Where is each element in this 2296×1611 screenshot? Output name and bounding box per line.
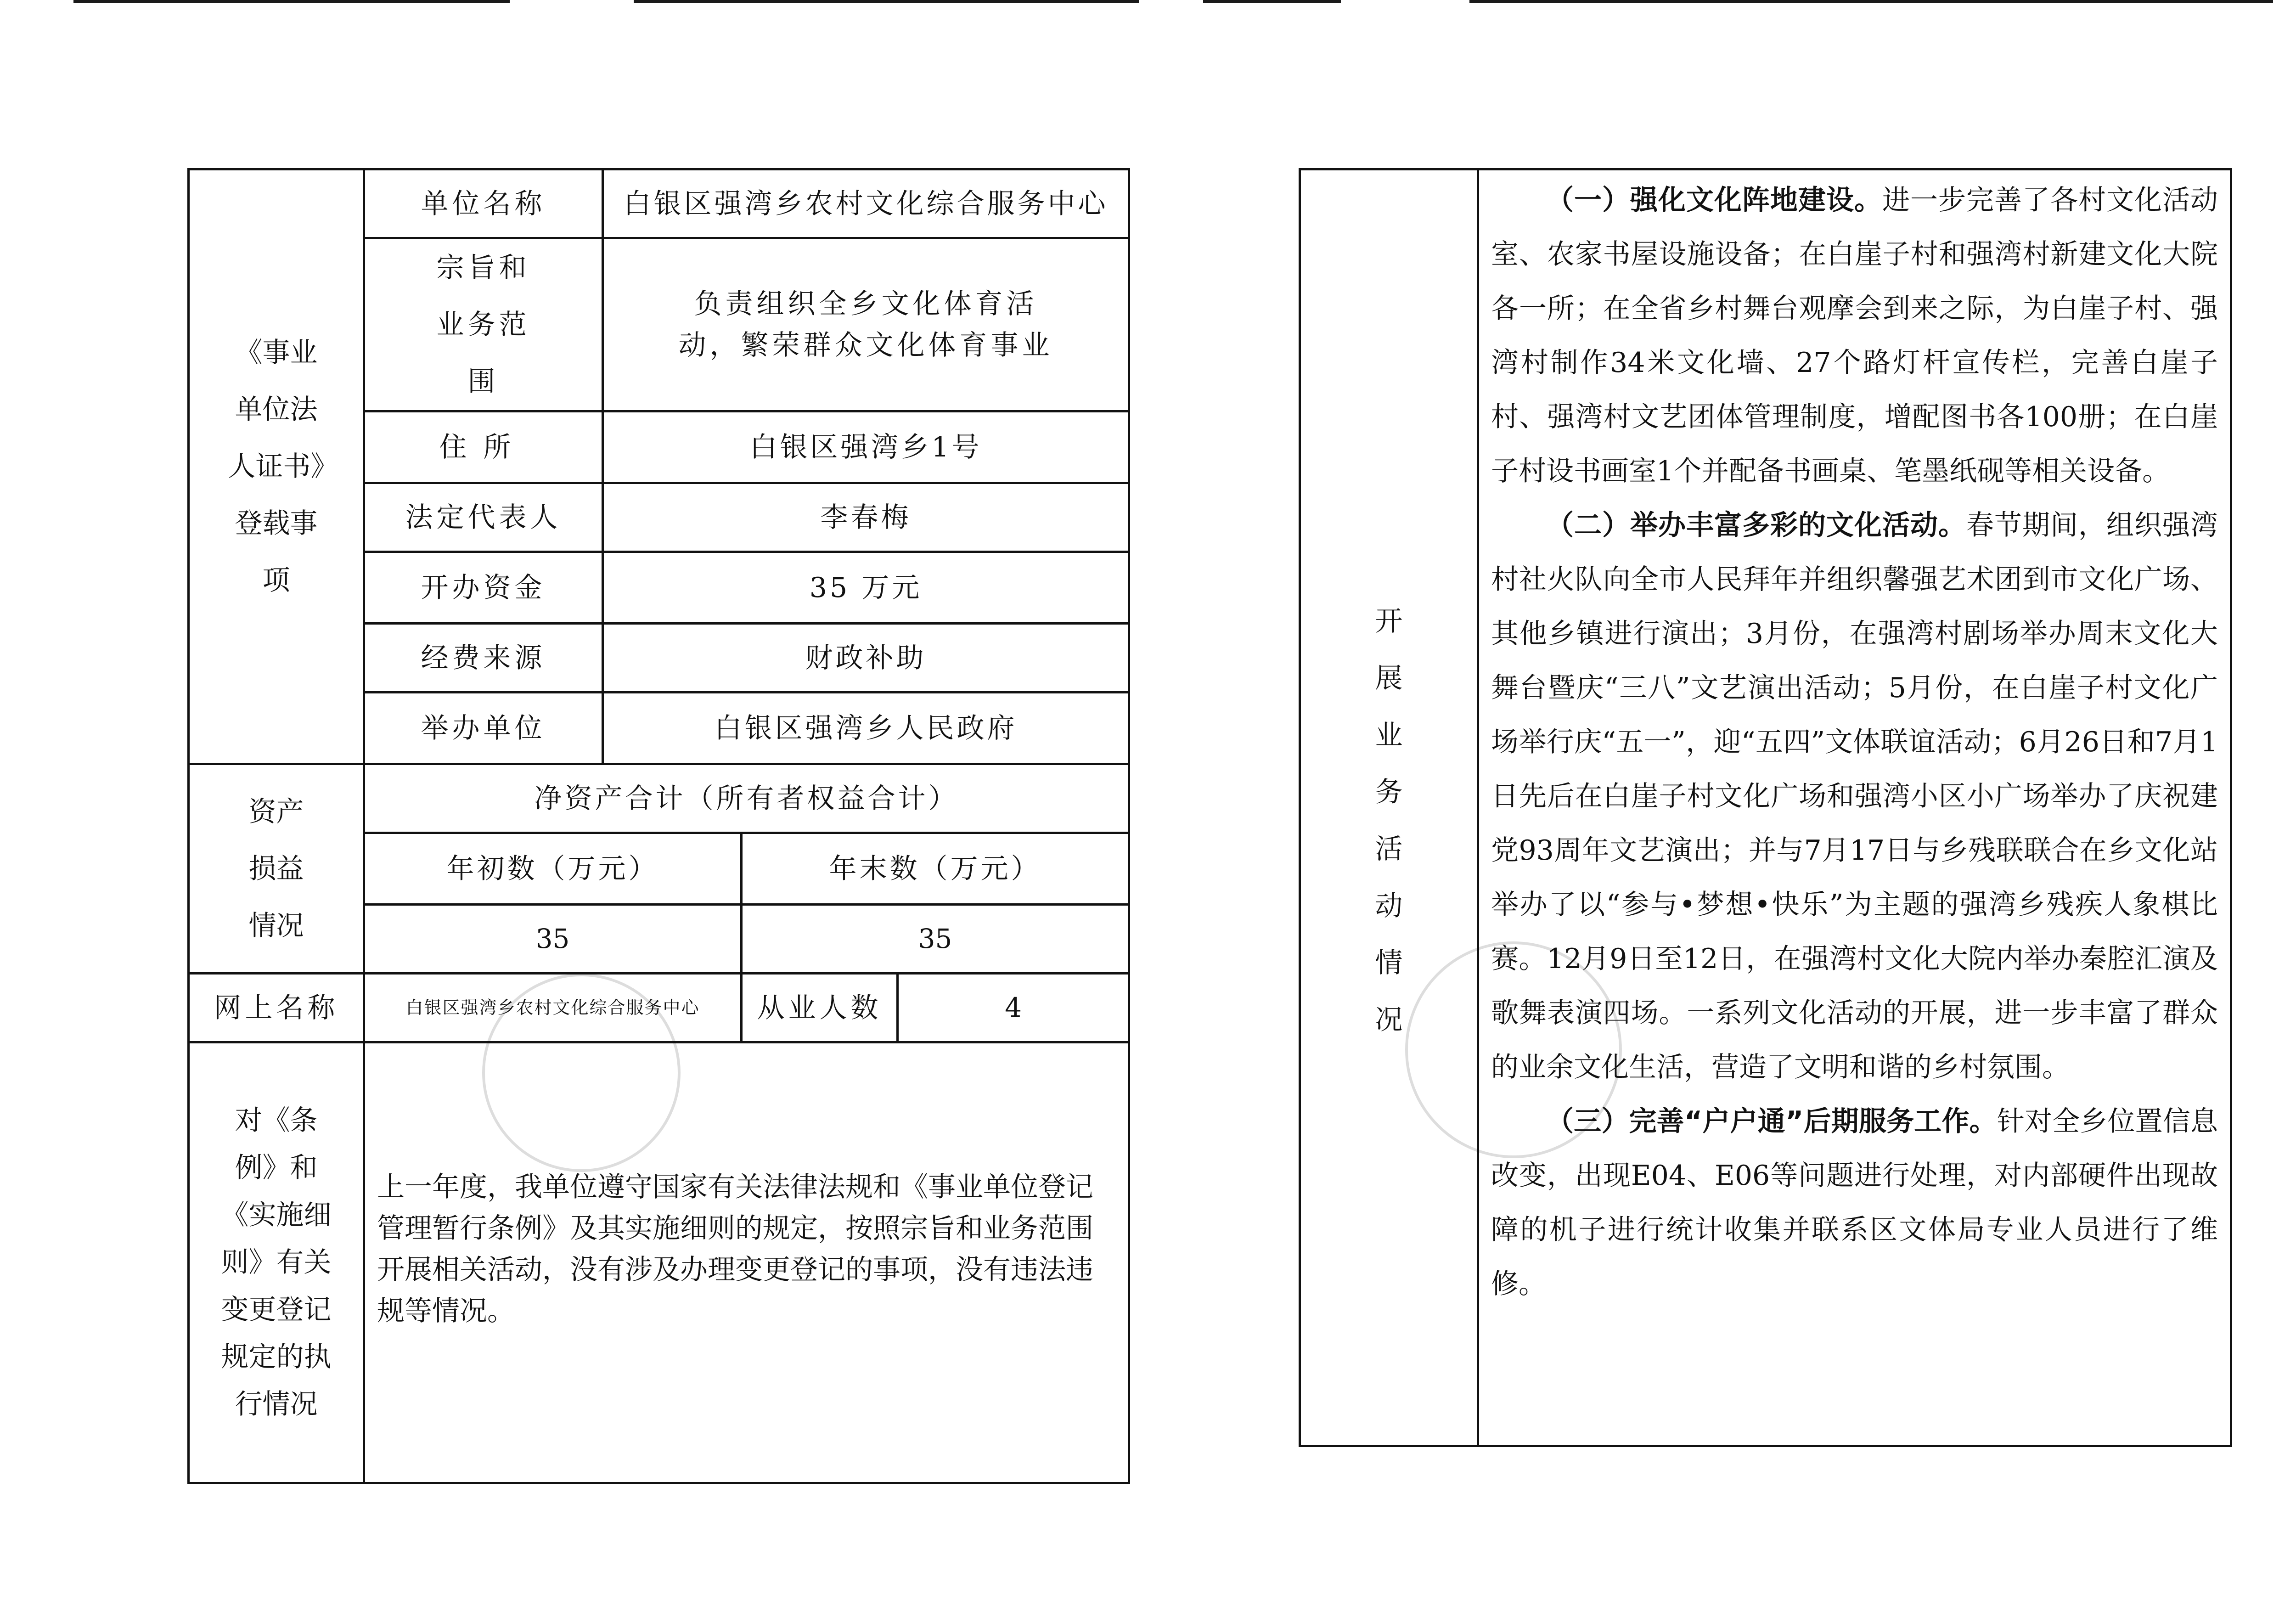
scan-edge-mark (73, 0, 510, 3)
activities-body (1479, 170, 2230, 1311)
scan-edge-mark (634, 0, 1139, 3)
regulation-text: 上一年度，我单位遵守国家有关法律法规和《事业单位登记管理暂行条例》及其实施细则的规定，按照宗旨和业务范围开展相关活动，没有涉及办理变更登记的事项，没有违法违规等情况。 (377, 1171, 1093, 1327)
scan-edge-mark (1203, 0, 1341, 3)
activities-table (1299, 168, 2232, 1447)
legal-rep-value: 李春梅 (603, 483, 1129, 552)
purpose-label: 宗旨和业务范围 (436, 252, 530, 398)
activities-section-title: 开展业务活动情况 (1375, 605, 1403, 1036)
table-row (189, 169, 1129, 238)
begin-year-label: 年初数（万元） (364, 833, 742, 905)
funding-value: 财政补助 (603, 624, 1129, 693)
funding-label: 经费来源 (364, 624, 603, 693)
activity-text: 针对全乡位置信息改变，出现E04、E06等问题进行处理，对内部硬件出现故障的机子进行统计收集并联系区文体局专业人员进行了维修。 (1491, 1105, 2218, 1300)
address-label: 住所 (364, 411, 603, 483)
staff-count-value: 4 (898, 974, 1129, 1042)
sponsor-label: 举办单位 (364, 693, 603, 764)
certificate-section-title-cell (189, 169, 364, 764)
activity-text: 春节期间，组织强湾村社火队向全市人民拜年并组织馨强艺术团到市文化广场、其他乡镇进行演出；3月份，在强湾村剧场举办周末文化大舞台暨庆“三八”文艺演出活动；5月份，在白崖子村文化广场举行庆“五一”，迎“五四”文体联谊活动；6月26日和7月1日先后在白崖子村文化广场和强湾小区小广场举办了庆祝建党93周年文艺演出；并与7月17日与乡残联联合在乡文化站举办了以“参与•梦想•快乐”为主题的强湾乡残疾人象棋比赛。12月9日至12日，在强湾村文化大院内举办秦腔汇演及歌舞表演四场。一系列文化活动的开展，进一步丰富了群众的业余文化生活，营造了文明和谐的乡村氛围。 (1491, 509, 2218, 1083)
activity-text: 进一步完善了各村文化活动室、农家书屋设施设备；在白崖子村和强湾村新建文化大院各一所；在全省乡村舞台观摩会到来之际，为白崖子村、强湾村制作34米文化墙、27个路灯杆宣传栏，完善白崖子村、强湾村文艺团体管理制度，增配图书各100册；在白崖子村设书画室1个并配备书画桌、笔墨纸砚等相关设备。 (1491, 184, 2218, 487)
activity-paragraph (1491, 1094, 2218, 1311)
activity-paragraph (1491, 498, 2218, 1094)
online-name-label: 网上名称 (189, 974, 364, 1042)
unit-name-value: 白银区强湾乡农村文化综合服务中心 (603, 169, 1129, 238)
purpose-value: 负责组织全乡文化体育活动，繁荣群众文化体育事业 (678, 288, 1053, 361)
end-year-value: 35 (742, 905, 1129, 974)
regulation-section-title: 对《条例》和《实施细则》有关变更登记规定的执行情况 (221, 1104, 332, 1420)
staff-count-label: 从业人数 (742, 974, 898, 1042)
registration-table (187, 168, 1130, 1484)
unit-name-label: 单位名称 (364, 169, 603, 238)
legal-rep-label: 法定代表人 (364, 483, 603, 552)
activity-heading: （三）完善“户户通”后期服务工作。 (1546, 1105, 1997, 1138)
table-row (189, 1042, 1129, 1483)
table-row (189, 764, 1129, 833)
address-value: 白银区强湾乡1号 (603, 411, 1129, 483)
end-year-label: 年末数（万元） (742, 833, 1129, 905)
certificate-section-title: 《事业单位法人证书》登载事项 (228, 337, 325, 597)
begin-year-value: 35 (364, 905, 742, 974)
table-row (189, 974, 1129, 1042)
assets-section-title: 资产损益情况 (248, 795, 304, 942)
table-row (1300, 169, 2231, 1446)
scan-edge-mark (1469, 0, 2273, 3)
capital-label: 开办资金 (364, 552, 603, 624)
online-name-value: 白银区强湾乡农村文化综合服务中心 (364, 974, 742, 1042)
activity-heading: （二）举办丰富多彩的文化活动。 (1546, 509, 1966, 541)
sponsor-value: 白银区强湾乡人民政府 (603, 693, 1129, 764)
net-assets-header: 净资产合计（所有者权益合计） (364, 764, 1129, 833)
capital-value: 35 万元 (603, 552, 1129, 624)
activity-paragraph (1491, 173, 2218, 498)
activity-heading: （一）强化文化阵地建设。 (1546, 184, 1882, 216)
